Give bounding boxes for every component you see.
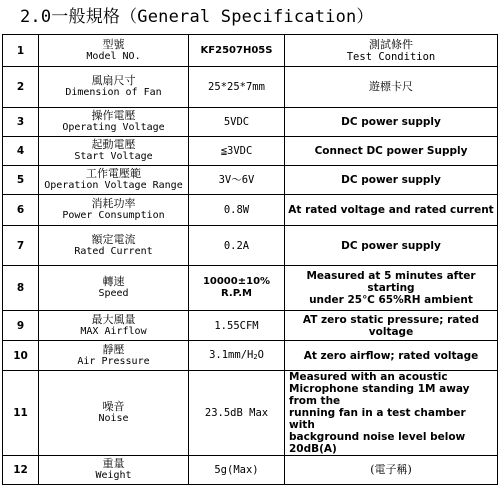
item-en-label: Air Pressure (77, 355, 150, 367)
row-number: 11 (3, 371, 39, 456)
value-cell: 23.5dB Max (189, 371, 285, 456)
condition-cell: Connect DC power Supply (285, 137, 498, 166)
condition-line: Measured at 5 minutes after starting (306, 270, 476, 294)
speed-unit: R.P.M (221, 288, 252, 299)
value-cell: 0.2A (189, 226, 285, 266)
condition-line: running fan in a test chamber with (289, 407, 466, 431)
item-cn-label: 消耗功率 (91, 197, 136, 210)
value-cell (189, 266, 285, 311)
condition-cell: DC power supply (285, 108, 498, 137)
condition-cell: (電子稱) (285, 456, 498, 485)
item-cn-label: 操作電壓 (91, 109, 136, 122)
row-number: 9 (3, 311, 39, 341)
condition-cell: DC power supply (285, 226, 498, 266)
row-number: 12 (3, 456, 39, 485)
item-cell (39, 108, 189, 137)
item-cn-label: 靜壓 (102, 342, 125, 356)
item-en-label: Start Voltage (74, 151, 153, 162)
value-cell: 3V～6V (189, 166, 285, 195)
row-number: 1 (3, 35, 39, 67)
row-number: 7 (3, 226, 39, 266)
value-cell: 5g(Max) (189, 456, 285, 485)
row-number: 4 (3, 137, 39, 166)
table-row (3, 108, 498, 137)
table-row (3, 341, 498, 371)
condition-line: under 25℃ 65%RH ambient (309, 294, 473, 306)
row-number: 5 (3, 166, 39, 195)
item-en-label: Rated Current (74, 245, 153, 257)
item-cell (39, 226, 189, 266)
item-cell (39, 137, 189, 166)
table-row (3, 226, 498, 266)
table-row (3, 35, 498, 67)
table-row (3, 67, 498, 108)
item-cell (39, 35, 189, 67)
speed-value: 10000±10% (202, 276, 271, 287)
table-row (3, 166, 498, 195)
row-number: 6 (3, 195, 39, 226)
item-cn-label: 風扇尺寸 (91, 74, 136, 87)
table-row (3, 311, 498, 341)
value-cell: ≦3VDC (189, 137, 285, 166)
item-cn-label: 最大風量 (91, 312, 136, 326)
condition-en-label: Test Condition (346, 50, 436, 63)
item-cell (39, 67, 189, 108)
item-cn-label: 型號 (102, 37, 125, 51)
row-number: 8 (3, 266, 39, 311)
value-cell: 25*25*7mm (189, 67, 285, 108)
item-cell (39, 166, 189, 195)
condition-cell: At zero airflow; rated voltage (285, 341, 498, 371)
item-cell (39, 341, 189, 371)
item-cn-label: 重量 (102, 457, 125, 470)
pressure-subscript: 2 (253, 352, 258, 361)
item-cn-label: 噪音 (102, 400, 125, 413)
item-en-label: Operation Voltage Range (44, 180, 183, 191)
item-en-label: Weight (95, 470, 132, 481)
item-cell (39, 195, 189, 226)
condition-cell: 遊標卡尺 (285, 67, 498, 108)
item-en-label: Dimension of Fan (65, 87, 162, 98)
condition-cell (285, 311, 498, 341)
condition-cell (285, 371, 498, 456)
document-title: 2.0一般規格（General Specification） (20, 7, 374, 27)
item-cn-label: 工作電壓範 (86, 167, 141, 180)
table-row (3, 195, 498, 226)
item-en-label: Operating Voltage (62, 122, 165, 133)
table-row (3, 266, 498, 311)
model-value: KF2507H05S (189, 35, 285, 67)
item-cn-label: 起動電壓 (91, 138, 136, 151)
condition-cell: At rated voltage and rated current (285, 195, 498, 226)
item-cell (39, 371, 189, 456)
item-cn-label: 額定電流 (91, 232, 136, 246)
condition-line: voltage (368, 325, 414, 338)
condition-cell: DC power supply (285, 166, 498, 195)
condition-line: AT zero static pressure; rated (302, 313, 480, 326)
value-cell: 0.8W (189, 195, 285, 226)
specification-table (2, 34, 498, 485)
item-en-label: MAX Airflow (80, 325, 147, 337)
condition-line: background noise level below 20dB(A) (289, 431, 466, 455)
condition-cell (285, 266, 498, 311)
item-cell (39, 311, 189, 341)
value-cell (189, 341, 285, 371)
value-cell: 5VDC (189, 108, 285, 137)
pressure-value-tail: O (257, 348, 264, 361)
row-number: 2 (3, 67, 39, 108)
row-number: 3 (3, 108, 39, 137)
item-en-label: Power Consumption (62, 210, 165, 221)
item-cn-label: 轉速 (102, 275, 125, 288)
pressure-value: 3.1mm/H (209, 348, 254, 361)
item-en-label: Noise (98, 413, 129, 424)
table-row (3, 137, 498, 166)
table-row (3, 371, 498, 456)
item-en-label: Speed (98, 288, 129, 299)
condition-cn-label: 測試條件 (369, 37, 413, 51)
value-cell: 1.55CFM (189, 311, 285, 341)
table-row (3, 456, 498, 485)
row-number: 10 (3, 341, 39, 371)
item-cell (39, 266, 189, 311)
condition-line: Microphone standing 1M away from the (289, 383, 470, 407)
item-en-label: Model NO. (86, 50, 141, 62)
item-cell (39, 456, 189, 485)
condition-line: Measured with an acoustic (289, 371, 448, 383)
condition-cell (285, 35, 498, 67)
